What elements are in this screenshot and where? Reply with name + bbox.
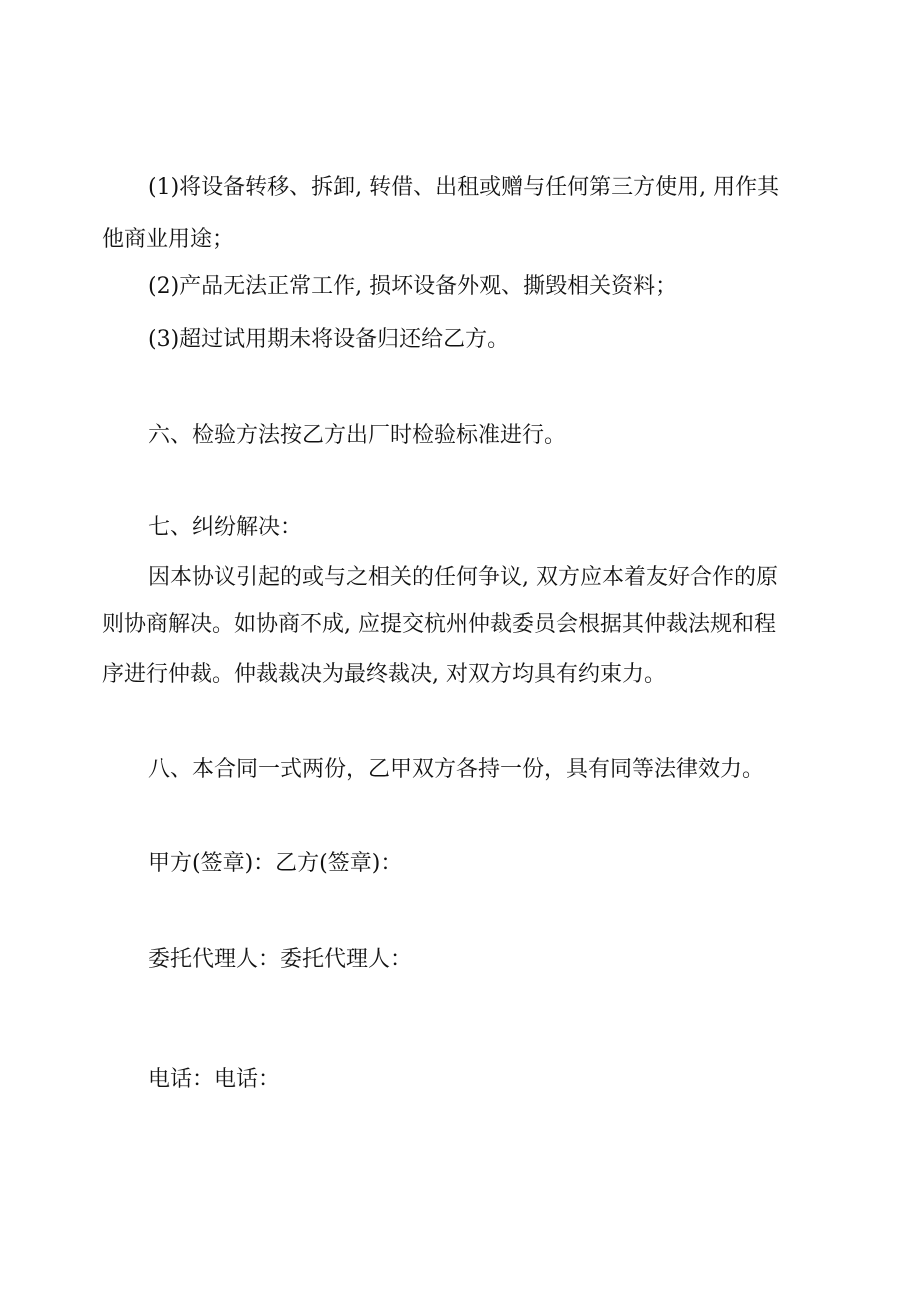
restriction-item-3: (3)超过试用期未将设备归还给乙方。 [148,327,510,352]
restriction-item-2: (2)产品无法正常工作, 损坏设备外观、撕毁相关资料； [148,274,678,299]
section-7-line-3: 序进行仲裁。仲裁裁决为最终裁决, 对双方均具有约束力。 [102,662,666,687]
section-6-inspection: 六、检验方法按乙方出厂时检验标准进行。 [148,423,567,448]
restriction-item-1-line-2: 他商业用途； [102,227,235,252]
restriction-item-1-line-1: (1)将设备转移、拆卸, 转借、出租或赠与任何第三方使用, 用作其 [148,175,780,200]
section-7-line-1: 因本协议引起的或与之相关的任何争议, 双方应本着友好合作的原 [148,565,778,590]
signature-agents: 委托代理人：委托代理人： [148,947,413,972]
section-7-line-2: 则协商解决。如协商不成, 应提交杭州仲裁委员会根据其仲裁法规和程 [102,612,776,637]
section-8-copies: 八、本合同一式两份，乙甲双方各持一份，具有同等法律效力。 [148,757,765,782]
signature-phones: 电话：电话： [148,1067,281,1092]
signature-parties: 甲方(签章)：乙方(签章)： [148,851,403,876]
section-7-heading: 七、纠纷解决： [148,515,303,540]
